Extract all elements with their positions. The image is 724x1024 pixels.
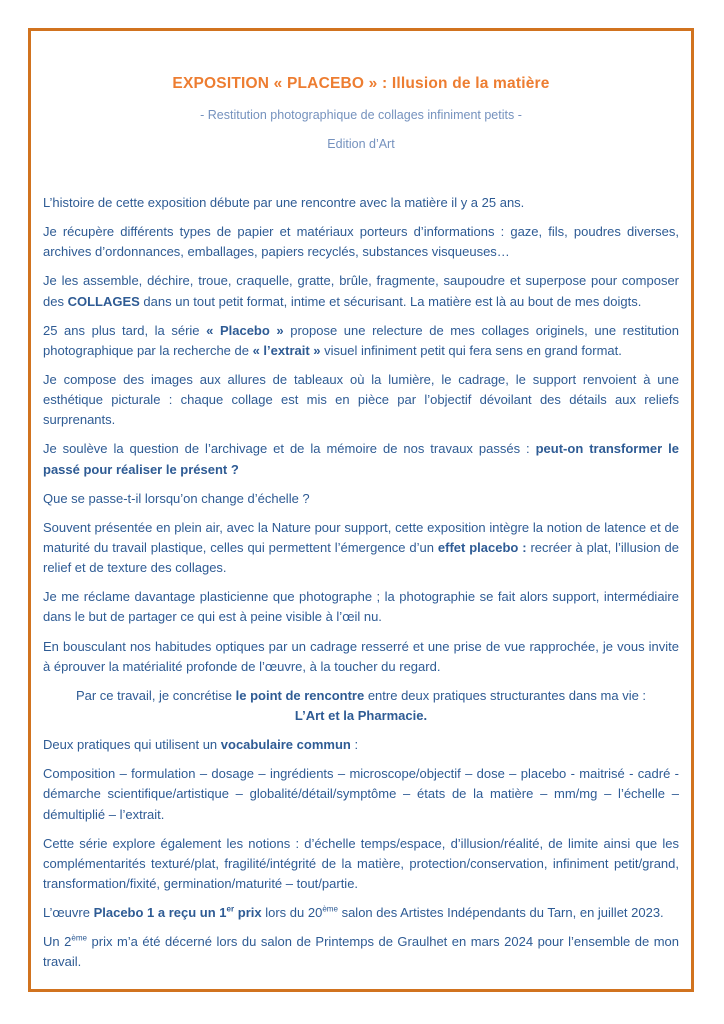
text-segment: lors du 20: [261, 905, 323, 921]
text-segment: entre deux pratiques structurantes dans ma vie :: [364, 687, 647, 703]
paragraph: [43, 370, 679, 430]
paragraph: [43, 222, 679, 262]
text-segment: vocabulaire commun: [220, 737, 351, 753]
text-segment: ème: [71, 933, 88, 943]
paragraph: [43, 321, 679, 361]
text-segment: effet placebo :: [437, 539, 527, 555]
text-segment: Je compose des images aux allures de tableaux où la lumière, le cadrage, le support renvoient à une esthétique picturale : chaque collage est mis en pièce par l’objectif dévoilant des détails aux reliefs surprenants.: [43, 371, 679, 428]
paragraph: [43, 834, 679, 894]
text-segment: L’Art et la Pharmacie.: [294, 707, 428, 723]
text-segment: Un 2: [43, 934, 72, 950]
paragraph: [43, 518, 679, 578]
text-segment: Que se passe-t-il lorsqu’on change d’échelle ?: [43, 490, 310, 506]
text-segment: prix m’a été décerné lors du salon de Printemps de Graulhet en mars 2024 pour l’ensemble de mon travail.: [43, 934, 679, 970]
text-segment: peut-on transformer le passé pour réaliser le présent ?: [43, 441, 679, 477]
text-segment: En bousculant nos habitudes optiques par un cadrage resserré et une prise de vue rapprochée, je vous invite à éprouver la matérialité profonde de l’œuvre, à la toucher du regard.: [43, 638, 679, 674]
text-segment: Je me réclame davantage plasticienne que photographe ; la photographie se fait alors support, intermédiaire dans le but de partager ce qui est à peine visible à l’œil nu.: [43, 589, 679, 625]
text-segment: Je les assemble, déchire, troue, craquelle, gratte, brûle, fragmente, saupoudre et superpose pour composer des: [43, 273, 679, 309]
text-segment: ème: [322, 904, 338, 914]
paragraph: [43, 735, 679, 755]
text-segment: L’œuvre: [43, 905, 94, 921]
text-segment: le point de rencontre: [235, 687, 365, 703]
text-segment: Composition – formulation – dosage – ingrédients – microscope/objectif – dose – placebo - maitrisé - cadré - démarche scientifique/artistique – globalité/détail/symptôme – états de la matière – mm/mg – l’échelle – démultiplié – l’extrait.: [43, 766, 679, 822]
paragraph: [43, 587, 679, 627]
document-body: [43, 193, 679, 973]
text-segment: recréer à plat, l’illusion de relief et de texture des collages.: [43, 539, 679, 576]
text-segment: propose une relecture de mes collages originels, une restitution photographique par la recherche de: [43, 322, 680, 358]
text-segment: Placebo 1 a reçu un 1: [93, 905, 227, 921]
text-segment: Souvent présentée en plein air, avec la Nature pour support, cette exposition intègre la notion de latence et de maturité du travail plastique, celles qui permettent l’émergence d’un: [43, 519, 679, 555]
text-segment: Par ce travail, je concrétise: [75, 687, 236, 703]
page-subtitle: - Restitution photographique de collages infiniment petits -: [200, 108, 522, 122]
page-title: EXPOSITION « PLACEBO » : Illusion de la matière: [172, 75, 550, 92]
paragraph: [43, 271, 679, 311]
paragraph: [43, 439, 679, 479]
paragraph: [43, 686, 679, 726]
paragraph: [43, 193, 679, 213]
text-segment: visuel infiniment petit qui fera sens en grand format.: [320, 342, 622, 358]
text-segment: « Placebo »: [206, 322, 284, 338]
text-segment: COLLAGES: [67, 293, 140, 309]
text-segment: 25 ans plus tard, la série: [43, 322, 207, 338]
paragraph: [43, 489, 679, 509]
text-segment: prix: [234, 905, 262, 921]
text-segment: dans un tout petit format, intime et sécurisant. La matière est là au bout de mes doigts.: [139, 293, 642, 309]
edition-line: Edition d’Art: [327, 137, 395, 151]
text-segment: Deux pratiques qui utilisent un: [43, 737, 221, 753]
text-segment: salon des Artistes Indépendants du Tarn, en juillet 2023.: [337, 905, 664, 921]
text-segment: Cette série explore également les notions : d’échelle temps/espace, d’illusion/réalité, de limite ainsi que les complémentarités texturé/plat, fragilité/intégrité de la matière, protection/conservation, infiniment petit/grand, transformation/fixité, germination/maturité – tout/partie.: [43, 835, 679, 891]
text-segment: :: [350, 737, 359, 753]
text-segment: er: [226, 904, 235, 914]
paragraph: [43, 637, 679, 677]
text-segment: « l’extrait »: [252, 342, 321, 358]
text-segment: Je récupère différents types de papier et matériaux porteurs d’informations : gaze, fils, poudres diverses, archives d’ordonnances, emballages, papiers recyclés, substances visqueuses…: [43, 224, 679, 260]
paragraph: [43, 932, 679, 972]
text-segment: L’histoire de cette exposition débute par une rencontre avec la matière il y a 25 ans.: [43, 195, 525, 210]
page-frame: [28, 28, 694, 992]
paragraph: [43, 764, 679, 824]
text-segment: Je soulève la question de l’archivage et de la mémoire de nos travaux passés :: [43, 441, 536, 457]
paragraph: [43, 903, 679, 923]
